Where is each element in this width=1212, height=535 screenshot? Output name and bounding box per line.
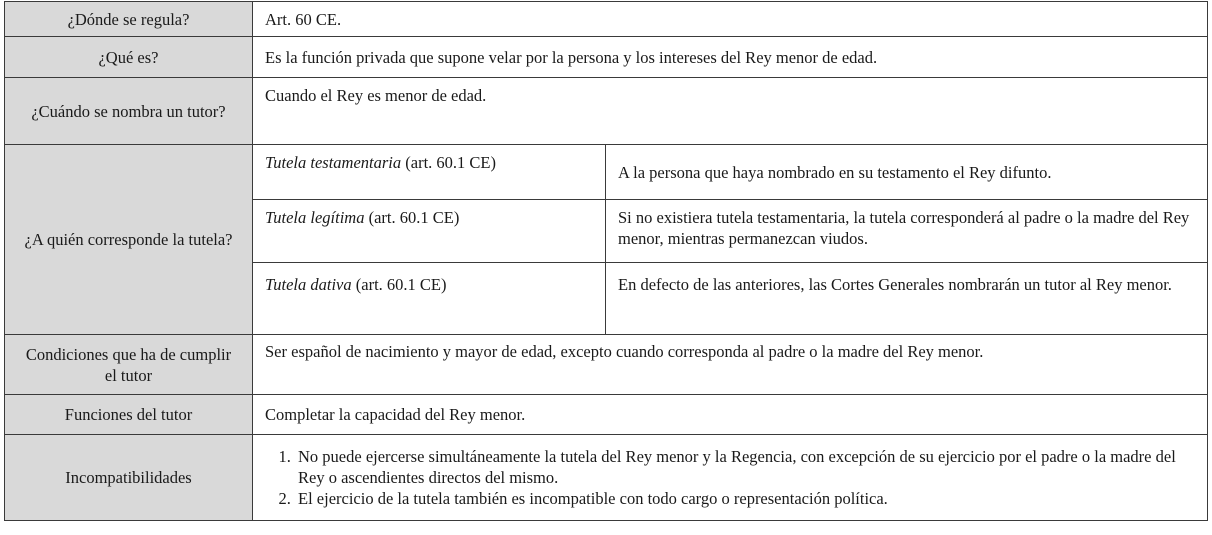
row-funciones xyxy=(5,395,1208,435)
tutela-type-ref: (art. 60.1 CE) xyxy=(401,153,496,172)
row-que-es xyxy=(5,37,1208,78)
row-value-funciones: Completar la capacidad del Rey menor. xyxy=(253,395,1208,435)
row-value-donde-se-regula: Art. 60 CE. xyxy=(253,2,1208,37)
row-tutela-testamentaria xyxy=(5,145,1208,200)
tutela-type-name: Tutela dativa xyxy=(265,275,352,294)
row-value-cuando-se-nombra: Cuando el Rey es menor de edad. xyxy=(253,78,1208,145)
row-value-que-es: Es la función privada que supone velar por la persona y los intereses del Rey menor de edad. xyxy=(253,37,1208,78)
row-label-que-es: ¿Qué es? xyxy=(5,37,253,78)
row-value-incompatibilidades xyxy=(253,435,1208,521)
incompatibilidades-list xyxy=(265,446,1195,509)
row-incompatibilidades xyxy=(5,435,1208,521)
tutela-desc-legitima: Si no existiera tutela testamentaria, la tutela corresponderá al padre o la madre del Rey menor, mientras permanezcan viudos. xyxy=(606,200,1208,263)
list-item: 2. El ejercicio de la tutela también es incompatible con todo cargo o representación política. xyxy=(295,488,1195,509)
tutela-type-name: Tutela legítima xyxy=(265,208,365,227)
tutela-type-dativa xyxy=(253,263,606,335)
list-item: 1. No puede ejercerse simultáneamente la tutela del Rey menor y la Regencia, con excepción de su ejercicio por el padre o la madre del Rey o ascendientes directos del mismo. xyxy=(295,446,1195,488)
tutela-type-ref: (art. 60.1 CE) xyxy=(351,275,447,294)
row-label-incompatibilidades: Incompatibilidades xyxy=(5,435,253,521)
row-value-condiciones: Ser español de nacimiento y mayor de edad, excepto cuando corresponda al padre o la madre del Rey menor. xyxy=(253,335,1208,395)
row-label-condiciones: Condiciones que ha de cumplir el tutor xyxy=(5,335,253,395)
row-label-cuando-se-nombra: ¿Cuándo se nombra un tutor? xyxy=(5,78,253,145)
row-condiciones xyxy=(5,335,1208,395)
tutela-table xyxy=(4,1,1208,521)
row-donde-se-regula xyxy=(5,2,1208,37)
row-label-a-quien-corresponde: ¿A quién corresponde la tutela? xyxy=(5,145,253,335)
tutela-desc-dativa: En defecto de las anteriores, las Cortes Generales nombrarán un tutor al Rey menor. xyxy=(606,263,1208,335)
tutela-type-legitima xyxy=(253,200,606,263)
row-label-donde-se-regula: ¿Dónde se regula? xyxy=(5,2,253,37)
tutela-desc-testamentaria: A la persona que haya nombrado en su testamento el Rey difunto. xyxy=(606,145,1208,200)
tutela-type-name: Tutela testamentaria xyxy=(265,153,402,172)
tutela-type-testamentaria xyxy=(253,145,606,200)
row-label-funciones: Funciones del tutor xyxy=(5,395,253,435)
tutela-type-ref: (art. 60.1 CE) xyxy=(364,208,460,227)
row-cuando-se-nombra xyxy=(5,78,1208,145)
